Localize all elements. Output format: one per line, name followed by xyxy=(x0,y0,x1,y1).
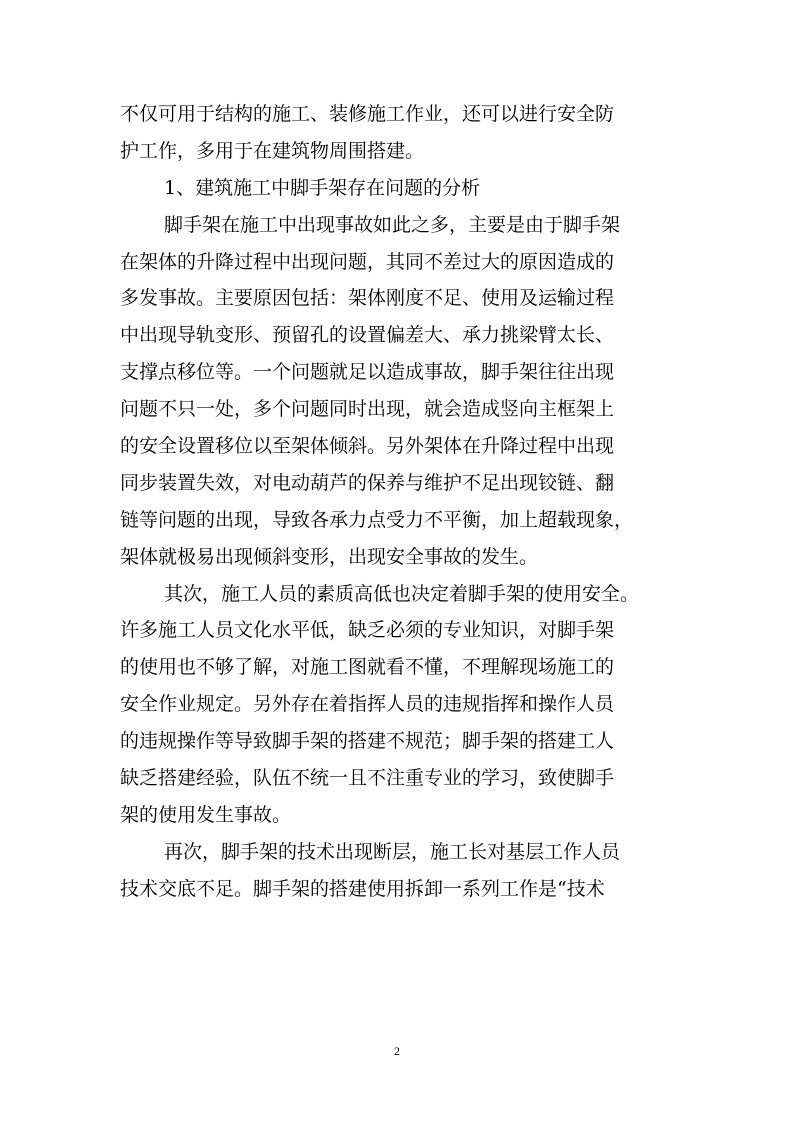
text-line-7: 中出现导轨变形、预留孔的设置偏差大、承力挑梁臂太长、 xyxy=(120,324,615,347)
text-line-6: 多发事故。主要原因包括：架体刚度不足、使用及运输过程 xyxy=(120,287,615,310)
page-number: 2 xyxy=(394,1044,400,1058)
document-body xyxy=(120,96,680,908)
text-line-19: 缺乏搭建经验，队伍不统一且不注重专业的学习，致使脚手 xyxy=(120,767,615,790)
text-line-12: 链等问题的出现，导致各承力点受力不平衡，加上超载现象， xyxy=(120,508,634,531)
text-line-17: 安全作业规定。另外存在着指挥人员的违规指挥和操作人员 xyxy=(120,693,615,716)
text-line-5: 在架体的升降过程中出现问题，其同不差过大的原因造成的 xyxy=(120,250,615,273)
text-line-21: 再次，脚手架的技术出现断层，施工长对基层工作人员 xyxy=(164,840,621,863)
section-heading: 1、建筑施工中脚手架存在问题的分析 xyxy=(164,176,481,199)
text-line-4: 脚手架在施工中出现事故如此之多，主要是由于脚手架 xyxy=(164,213,621,236)
text-line-8: 支撑点移位等。一个问题就足以造成事故，脚手架往往出现 xyxy=(120,361,615,384)
text-line-13: 架体就极易出现倾斜变形，出现安全事故的发生。 xyxy=(120,545,539,568)
text-line-11: 同步装置失效，对电动葫芦的保养与维护不足出现铰链、翻 xyxy=(120,471,615,494)
text-line-9: 问题不只一处，多个问题同时出现，就会造成竖向主框架上 xyxy=(120,398,615,421)
text-line-18: 的违规操作等导致脚手架的搭建不规范；脚手架的搭建工人 xyxy=(120,730,615,753)
text-line-15: 许多施工人员文化水平低，缺乏必须的专业知识，对脚手架 xyxy=(120,619,615,642)
text-line-14: 其次，施工人员的素质高低也决定着脚手架的使用安全。 xyxy=(164,582,640,605)
text-line-20: 架的使用发生事故。 xyxy=(120,803,292,826)
text-line-16: 的使用也不够了解，对施工图就看不懂，不理解现场施工的 xyxy=(120,656,615,679)
text-line-22: 技术交底不足。脚手架的搭建使用拆卸一系列工作是“技术 xyxy=(120,877,605,900)
text-line-1: 不仅可用于结构的施工、装修施工作业，还可以进行安全防 xyxy=(120,103,615,125)
text-line-10: 的安全设置移位以至架体倾斜。另外架体在升降过程中出现 xyxy=(120,435,615,458)
text-line-2: 护工作，多用于在建筑物周围搭建。 xyxy=(120,139,425,162)
